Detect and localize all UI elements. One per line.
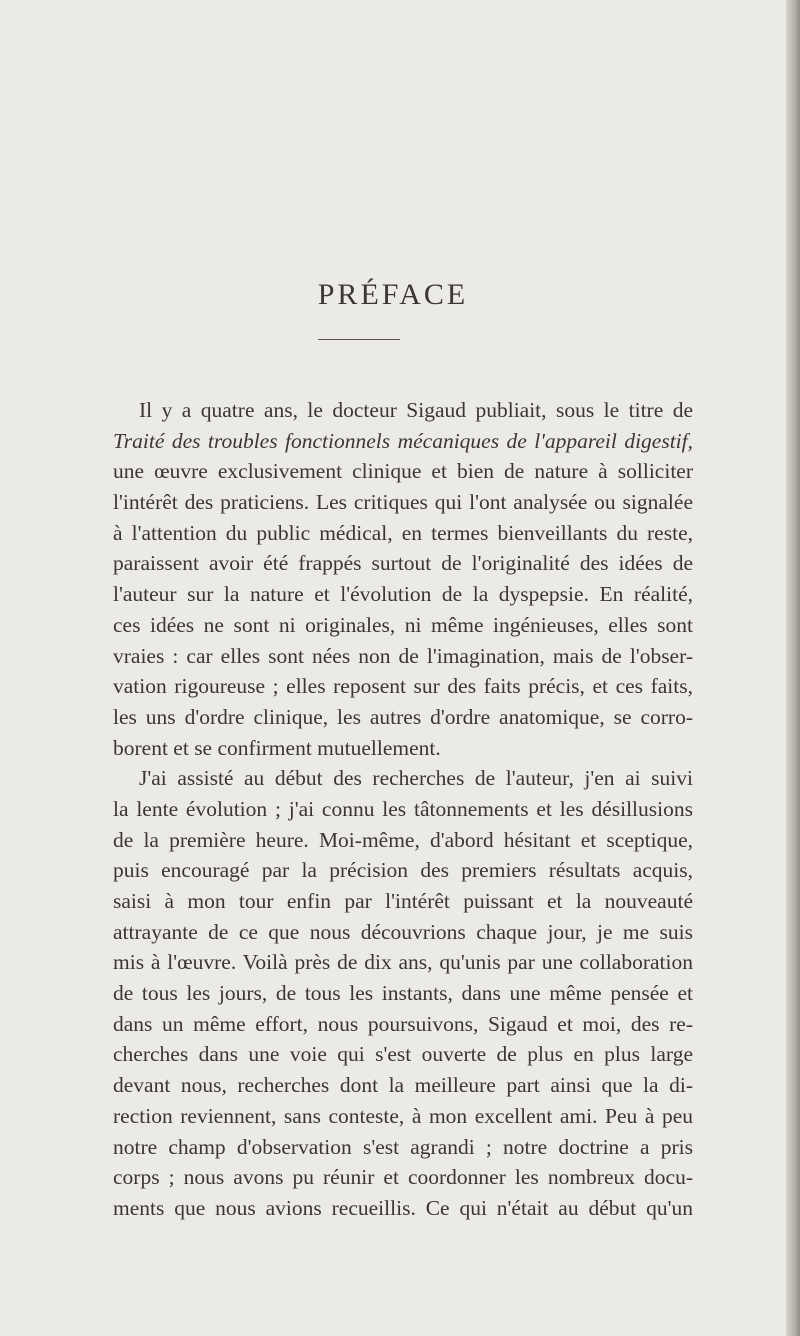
- text-line: rection reviennent, sans conteste, à mon excellent ami. Peu à peu: [113, 1103, 693, 1128]
- text-line: puis encouragé par la précision des premiers résultats acquis,: [113, 858, 693, 883]
- text-line: ces idées ne sont ni originales, ni même ingénieuses, elles sont: [113, 612, 693, 637]
- paragraph: [113, 763, 693, 1223]
- text-line: borent et se confirment mutuellement.: [113, 735, 441, 760]
- text-line: vraies : car elles sont nées non de l'imagination, mais de l'obser-: [113, 643, 693, 668]
- page-title: PRÉFACE: [317, 278, 469, 311]
- text-line: à l'attention du public médical, en termes bienveillants du reste,: [113, 520, 693, 545]
- text-line: notre champ d'observation s'est agrandi ; notre doctrine a pris: [113, 1134, 693, 1159]
- text-line: paraissent avoir été frappés surtout de l'originalité des idées de: [113, 551, 693, 576]
- text-line: Traité des troubles fonctionnels mécaniques de l'appareil digestif,: [113, 428, 693, 453]
- text-line: devant nous, recherches dont la meilleure part ainsi que la di-: [113, 1073, 693, 1098]
- text-line: attrayante de ce que nous découvrions chaque jour, je me suis: [113, 919, 693, 944]
- text-line: vation rigoureuse ; elles reposent sur des faits précis, et ces faits,: [113, 674, 693, 699]
- text-line: dans un même effort, nous poursuivons, Sigaud et moi, des re-: [113, 1011, 693, 1036]
- text-line: mis à l'œuvre. Voilà près de dix ans, qu'unis par une collaboration: [113, 950, 693, 975]
- title-rule: [318, 339, 400, 340]
- text-line: J'ai assisté au début des recherches de l'auteur, j'en ai suivi: [139, 766, 693, 791]
- text-line: ments que nous avions recueillis. Ce qui n'était au début qu'un: [113, 1195, 693, 1220]
- page-body: [113, 395, 693, 1224]
- book-binding-edge: [786, 0, 800, 1336]
- text-line: de la première heure. Moi-même, d'abord hésitant et sceptique,: [113, 827, 693, 852]
- text-line: cherches dans une voie qui s'est ouverte de plus en plus large: [113, 1042, 693, 1067]
- text-line: l'auteur sur la nature et l'évolution de la dyspepsie. En réalité,: [113, 582, 693, 607]
- text-line: l'intérêt des praticiens. Les critiques qui l'ont analysée ou signalée: [113, 490, 693, 515]
- text-line: de tous les jours, de tous les instants, dans une même pensée et: [113, 981, 693, 1006]
- text-line: la lente évolution ; j'ai connu les tâtonnements et les désillusions: [113, 796, 693, 821]
- text-line: les uns d'ordre clinique, les autres d'ordre anatomique, se corro-: [113, 704, 693, 729]
- text-line: Il y a quatre ans, le docteur Sigaud publiait, sous le titre de: [139, 398, 693, 422]
- text-line: saisi à mon tour enfin par l'intérêt puissant et la nouveauté: [113, 889, 693, 913]
- text-line: une œuvre exclusivement clinique et bien de nature à solliciter: [113, 459, 693, 484]
- paragraph: [113, 395, 693, 763]
- text-line: corps ; nous avons pu réunir et coordonner les nombreux docu-: [113, 1165, 693, 1190]
